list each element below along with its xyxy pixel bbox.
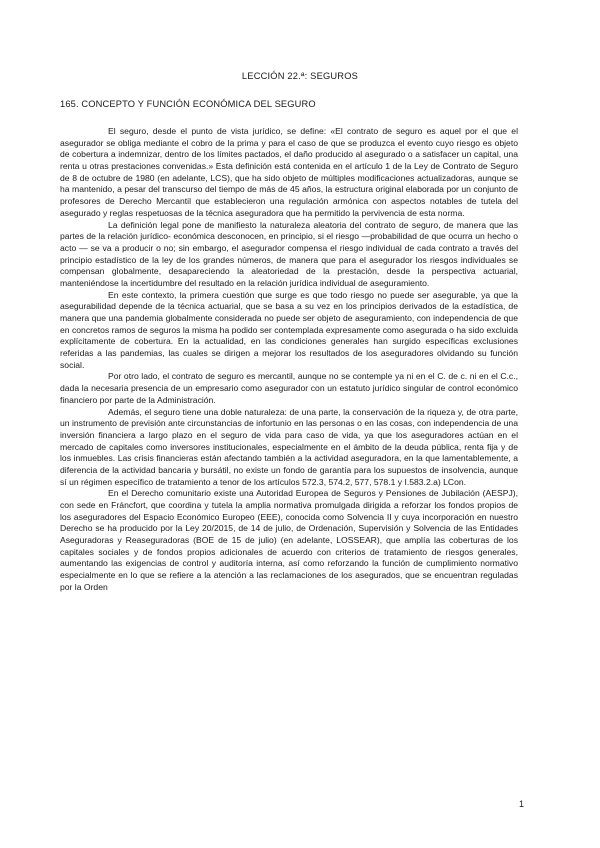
paragraph: En el Derecho comunitario existe una Autoridad Europea de Seguros y Pensiones de Jubilación (AESPJ), con sede en Fráncfort, que coordina y tutela la amplia normativa promulgada dirigida a reforzar los fondos propios de los aseguradores del Espacio Económico Europeo (EEE), conocida como Solvencia II y cuya incorporación en nuestro Derecho se ha producido por la Ley 20/2015, de 14 de julio, de Ordenación, Supervisión y Solvencia de las Entidades Aseguradoras y Reaseguradoras (BOE de 15 de julio) (en adelante, LOSSEAR), que amplía las coberturas de los capitales sociales y de fondos propios adicionales de acuerdo con criterios de tratamiento de riesgos generales, aumentando las exigencias de control y auditoría interna, así como reforzando la función de cumplimiento normativo especialmente en lo que se refiere a la atención a las reclamaciones de los asegurados, que se encuentran reguladas por la Orden xyxy=(60,488,518,592)
body-text xyxy=(60,126,518,594)
paragraph: Además, el seguro tiene una doble naturaleza: de una parte, la conservación de la riqueza y, de otra parte, un instrumento de previsión ante circunstancias de infortunio en las personas o en las cosas, con independencia de una inversión financiera a largo plazo en el seguro de vida para caso de vida, ya que los aseguradores actúan en el mercado de capitales como inversores institucionales, especialmente en el ámbito de la deuda pública, renta fija y de los inmuebles. Las crisis financieras están afectando también a la actividad aseguradora, en la que lamentablemente, a diferencia de la actividad bancaria y bursátil, no existe un fondo de garantía para los supuestos de insolvencia, aunque sí un régimen específico de tratamiento a tenor de los artículos 572.3, 574.2, 577, 578.1 y I.583.2.a) LCon. xyxy=(60,406,518,487)
paragraph: Por otro lado, el contrato de seguro es mercantil, aunque no se contemple ya ni en el C. de c. ni en el C.c., dada la necesaria presencia de un empresario como asegurador con un estatuto jurídico singular de control económico financiero por parte de la Administración. xyxy=(60,371,518,405)
paragraph: En este contexto, la primera cuestión que surge es que todo riesgo no puede ser asegurable, ya que la asegurabilidad depende de la técnica actuarial, que se basa a su vez en los principios derivados de la estadística, de manera que una pandemia globalmente considerada no puede ser objeto de aseguramiento, con independencia de que en concretos ramos de seguros la misma ha podido ser contemplada expresamente como asegurada o ha sido excluida explícitamente de cobertura. En la actualidad, en las condiciones generales han surgido específicas exclusiones referidas a las pandemias, las cuales se dirigen a mejorar los resultados de los aseguradores olvidando su función social. xyxy=(60,289,518,370)
page-number: 1 xyxy=(519,799,525,809)
section-heading: 165. CONCEPTO Y FUNCIÓN ECONÓMICA DEL SEGURO xyxy=(60,99,316,109)
paragraph: El seguro, desde el punto de vista jurídico, se define: «El contrato de seguro es aquel por el que el asegurador se obliga mediante el cobro de la prima y para el caso de que se produzca el evento cuyo riesgo es objeto de cobertura a indemnizar, dentro de los límites pactados, el daño producido al asegurado o a satisfacer un capital, una renta u otras prestaciones convenidas.» Esta definición está contenida en el artículo 1 de la Ley de Contrato de Seguro de 8 de octubre de 1980 (en adelante, LCS), que ha sido objeto de múltiples modificaciones actualizadoras, aunque se ha mantenido, a pesar del transcurso del tiempo de más de 45 años, la estructura original elaborada por un conjunto de profesores de Derecho Mercantil que establecieron una regulación armónica con aspectos notables de tutela del asegurado y reglas respetuosas de la técnica aseguradora que ha permitido la pervivencia de esta norma. xyxy=(60,126,518,218)
paragraph: La definición legal pone de manifiesto la naturaleza aleatoria del contrato de seguro, de manera que las partes de la relación jurídico- económica desconocen, en principio, si el riesgo —probabilidad de que ocurra un hecho o acto — se va a producir o no; sin embargo, el asegurador compensa el riesgo individual de cada contrato a través del principio estadístico de la ley de los grandes números, de manera que para el asegurador los riesgos individuales se compensan globalmente, desapareciendo la aleatoriedad de la prestación, desde la perspectiva actuarial, manteniéndose la incertidumbre del resultado en la relación jurídica individual de aseguramiento. xyxy=(60,219,518,288)
lesson-title: LECCIÓN 22.ª: SEGUROS xyxy=(241,71,359,81)
